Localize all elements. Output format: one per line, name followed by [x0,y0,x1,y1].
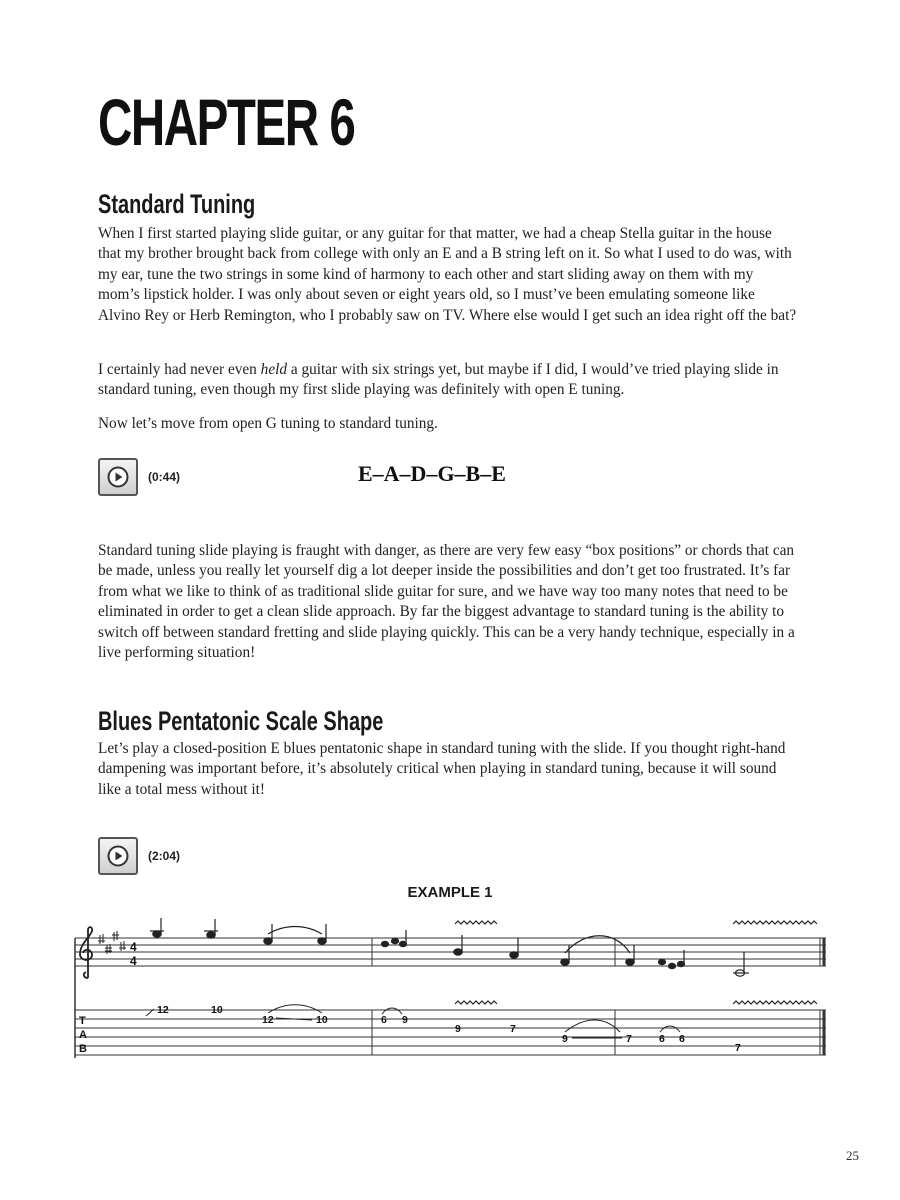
tab-number: 7 [735,1042,741,1054]
tab-number: 6 [679,1033,685,1045]
grace-note [659,959,666,964]
chapter-title: CHAPTER 6 [98,85,355,159]
tab-number: 7 [510,1023,516,1035]
paragraph: I certainly had never even held a guitar with six strings yet, but maybe if I did, I would’ve tried playing slide in standard tuning, even though my first slide playing was definitely with open E tuning. [98,361,779,399]
vibrato-marks [455,921,817,1004]
notation-staff [75,938,826,1058]
paragraph: Let’s play a closed-position E blues pentatonic shape in standard tuning with the slide. If you thought right-hand dampening was important before, it’s absolutely critical when playing in standard tuning, because it will sound like a total mess without it! [98,740,786,798]
section-heading-blues-pentatonic: Blues Pentatonic Scale Shape [98,706,384,736]
tab-number: 9 [562,1033,568,1045]
note-head [626,959,634,965]
tuning-notes: E–A–D–G–B–E [358,461,506,486]
tab-number: 7 [626,1033,632,1045]
note-head [207,932,215,938]
note-head [392,938,399,943]
note-head [669,963,676,968]
paragraph: Now let’s move from open G tuning to standard tuning. [98,415,438,432]
note-head [454,949,462,955]
note-head [153,931,161,937]
tab-number: 9 [402,1014,408,1026]
tab-number: 9 [455,1023,461,1035]
paragraph: When I first started playing slide guitar, or any guitar for that matter, we had a cheap Stella guitar in the house that my brother brought back from college with only an E and a B string left on it. So what I used to do was, with my ear, tune the two strings in some kind of harmony to each other and start sliding away on them with my mom’s lipstick holder. I was only about seven or eight years old, so I must’ve been emulating someone like Alvino Rey or Herb Remington, who I probably saw on TV. Where else would I get such an idea right off the bat? [98,225,797,324]
tab-number: 12 [262,1014,274,1026]
time-signature-top: 4 [130,940,137,954]
tab-number: 12 [157,1004,169,1016]
time-signature-bottom: 4 [130,954,137,968]
key-signature [98,931,126,954]
section-heading-standard-tuning: Standard Tuning [98,189,256,219]
page-number: 25 [846,1148,859,1163]
note-head [318,938,326,944]
emphasis-held: held [260,361,288,378]
tab-number: 6 [381,1014,387,1026]
tab-clef-t: T [79,1015,86,1027]
tab-staff [75,1010,826,1055]
tab-number: 10 [316,1014,328,1026]
grace-note [382,941,389,946]
example-title: EXAMPLE 1 [407,884,493,901]
tab-clef-a: A [79,1029,87,1041]
treble-clef [80,927,92,978]
paragraph: Standard tuning slide playing is fraught with danger, as there are very few easy “box positions” or chords that can be made, unless you really let yourself dig a lot deeper inside the possibilities and don’t get too frustrated. It’s far from what we like to think of as traditional slide guitar for sure, and we have way too many notes that need to be eliminated in order to get a clean slide approach. By far the biggest advantage to standard tuning is the ability to switch off between standard fretting and slide playing quickly. This can be a very handy technique, especially in a live performing situation! [98,542,795,662]
note-head [510,952,518,958]
tab-number: 6 [659,1033,665,1045]
tab-clef-b: B [79,1043,87,1055]
note-head [561,959,569,965]
notation-notes [150,918,749,976]
tab-number: 10 [211,1004,223,1016]
audio-track-time: (2:04) [148,849,181,863]
note-head [264,938,272,944]
audio-track-time: (0:44) [148,470,181,484]
